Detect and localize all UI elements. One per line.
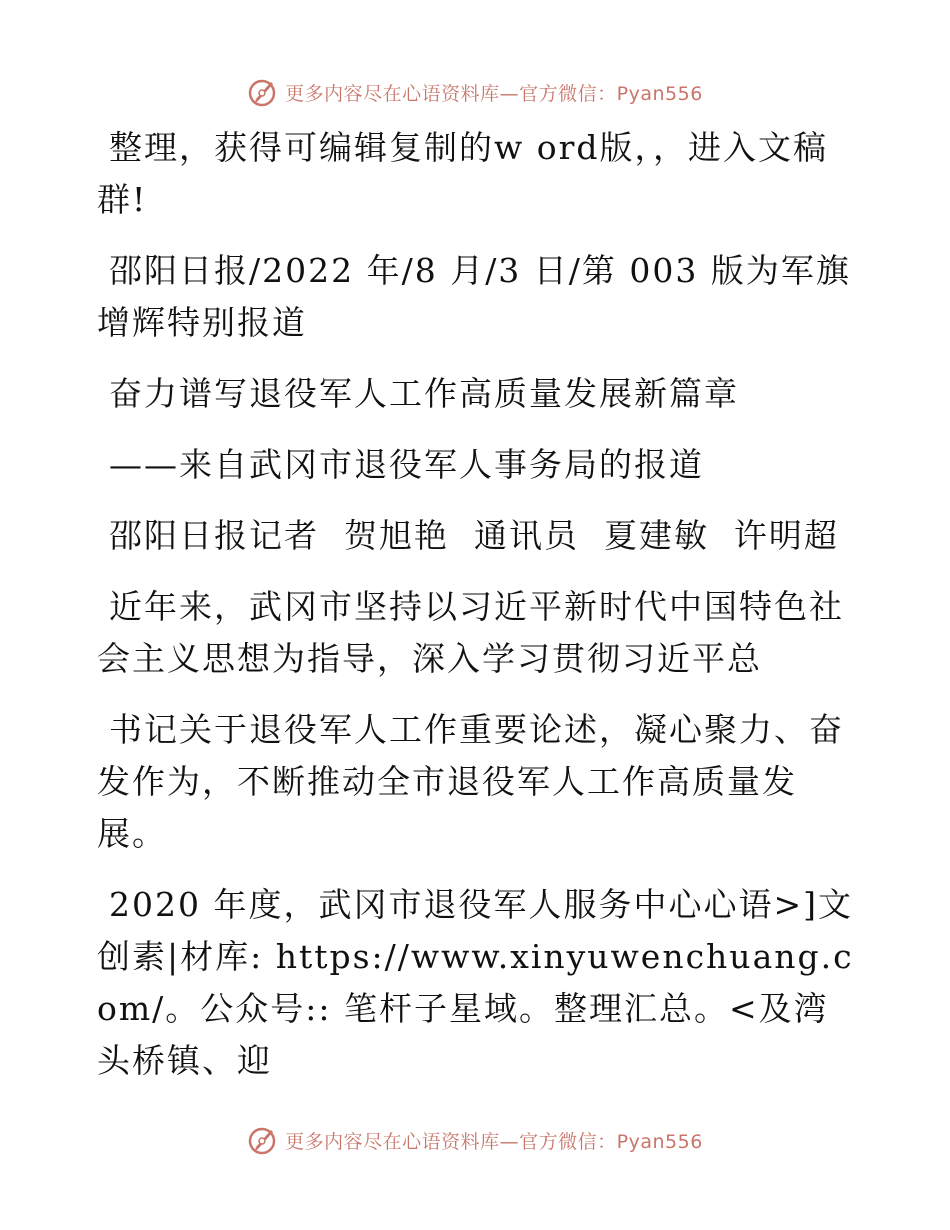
- quill-pen-circle-icon: [247, 76, 279, 108]
- header-watermark-text: 更多内容尽在心语资料库—官方微信：Pyan556: [285, 82, 703, 105]
- header-watermark-inner: [247, 76, 703, 108]
- byline: 邵阳日报记者 贺旭艳 通讯员 夏建敏 许明超: [109, 516, 839, 555]
- paragraph-2: 邵阳日报/2022 年/8 月/3 日/第 003 版为军旗增辉特别报道: [97, 251, 851, 342]
- document-body: [97, 122, 857, 1106]
- article-subtitle: ——来自武冈市退役军人事务局的报道: [109, 445, 704, 484]
- footer-watermark-text: 更多内容尽在心语资料库—官方微信：Pyan556: [285, 1130, 703, 1153]
- quill-pen-circle-icon: [247, 1124, 279, 1156]
- footer-watermark-inner: [247, 1124, 703, 1156]
- footer-watermark: [0, 1120, 950, 1160]
- article-title: 奋力谱写退役军人工作高质量发展新篇章: [109, 374, 739, 413]
- header-watermark: [0, 72, 950, 112]
- paragraph-8: 2020 年度，武冈市退役军人服务中心心语>]文创素|材库: https://www.xinyuwenchuang.com/。公众号:: 笔杆子星域。整理汇总。<及湾头桥镇、迎: [97, 885, 854, 1080]
- paragraph-1: 整理，获得可编辑复制的w ord版，，进入文稿群!: [97, 128, 829, 219]
- paragraph-7: 书记关于退役军人工作重要论述，凝心聚力、奋发作为，不断推动全市退役军人工作高质量发展。: [97, 710, 844, 853]
- paragraph-6: 近年来，武冈市坚持以习近平新时代中国特色社会主义思想为指导，深入学习贯彻习近平总: [97, 587, 844, 678]
